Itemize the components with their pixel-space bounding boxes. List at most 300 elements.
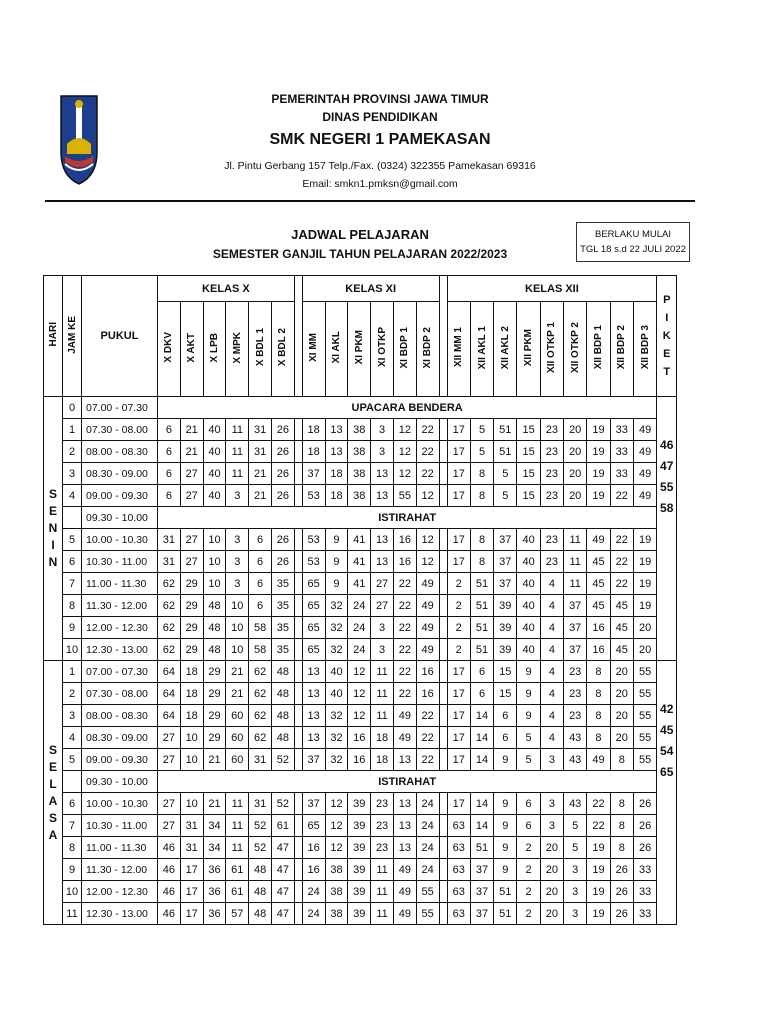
header-email: Email: smkn1.pmksn@gmail.com xyxy=(302,178,458,190)
teacher-code: 19 xyxy=(587,881,610,903)
teacher-code: 10 xyxy=(226,639,249,661)
class-header xyxy=(494,302,517,397)
group-gap xyxy=(439,837,447,859)
teacher-code: 23 xyxy=(540,529,563,551)
teacher-code: 55 xyxy=(633,727,656,749)
teacher-code: 2 xyxy=(447,595,470,617)
teacher-code: 3 xyxy=(226,551,249,573)
teacher-code: 49 xyxy=(633,441,656,463)
teacher-code: 37 xyxy=(564,639,587,661)
pukul: 09.30 - 10.00 xyxy=(82,771,158,793)
selasa-row xyxy=(44,749,677,771)
teacher-code: 39 xyxy=(348,881,371,903)
teacher-code: 4 xyxy=(540,639,563,661)
class-name: X DKV xyxy=(163,332,175,363)
teacher-code: 9 xyxy=(517,683,540,705)
day-letter: I xyxy=(51,538,55,552)
pukul: 09.30 - 10.00 xyxy=(82,507,158,529)
teacher-code: 6 xyxy=(249,551,272,573)
col-header-jamke xyxy=(63,276,82,397)
class-name: XI AKL xyxy=(330,331,342,364)
piket-code: 55 xyxy=(660,480,674,494)
teacher-code: 29 xyxy=(203,661,226,683)
teacher-code: 61 xyxy=(226,859,249,881)
teacher-code: 8 xyxy=(610,815,633,837)
class-name: XII AKL 1 xyxy=(476,325,488,370)
class-name: XII OTKP 2 xyxy=(569,322,581,373)
jam-ke: 10 xyxy=(63,881,82,903)
teacher-code: 43 xyxy=(564,749,587,771)
teacher-code: 26 xyxy=(271,551,294,573)
teacher-code: 51 xyxy=(494,441,517,463)
teacher-code: 46 xyxy=(158,881,181,903)
pukul: 12.30 - 13.00 xyxy=(82,903,158,925)
teacher-code: 18 xyxy=(302,441,325,463)
teacher-code: 21 xyxy=(203,793,226,815)
teacher-code: 49 xyxy=(393,881,416,903)
teacher-code: 63 xyxy=(447,859,470,881)
piket-code: 47 xyxy=(660,459,674,473)
teacher-code: 20 xyxy=(564,463,587,485)
teacher-code: 38 xyxy=(348,441,371,463)
jam-ke: 9 xyxy=(63,617,82,639)
group-header-kelas-xii: KELAS XII xyxy=(447,276,657,302)
teacher-code: 3 xyxy=(540,815,563,837)
teacher-code: 20 xyxy=(610,661,633,683)
teacher-code: 9 xyxy=(494,859,517,881)
upacara-bendera-row: UPACARA BENDERA xyxy=(158,397,657,419)
class-name: XI MM xyxy=(308,333,320,362)
jam-ke: 6 xyxy=(63,551,82,573)
teacher-code: 6 xyxy=(470,661,493,683)
teacher-code: 3 xyxy=(226,485,249,507)
class-header xyxy=(249,302,272,397)
teacher-code: 11 xyxy=(564,573,587,595)
teacher-code: 6 xyxy=(517,815,540,837)
teacher-code: 49 xyxy=(393,705,416,727)
teacher-code: 15 xyxy=(517,463,540,485)
jam-ke: 2 xyxy=(63,683,82,705)
teacher-code: 16 xyxy=(416,683,439,705)
pukul: 07.30 - 08.00 xyxy=(82,683,158,705)
teacher-code: 48 xyxy=(203,639,226,661)
teacher-code: 46 xyxy=(158,859,181,881)
teacher-code: 20 xyxy=(540,903,563,925)
header-school-name: SMK NEGERI 1 PAMEKASAN xyxy=(269,131,491,148)
piket-code: 46 xyxy=(660,438,674,452)
teacher-code: 17 xyxy=(180,859,203,881)
senin-row xyxy=(44,617,677,639)
teacher-code: 12 xyxy=(393,419,416,441)
teacher-code: 31 xyxy=(249,441,272,463)
teacher-code: 64 xyxy=(158,683,181,705)
header-government: PEMERINTAH PROVINSI JAWA TIMUR xyxy=(271,92,489,106)
group-gap xyxy=(294,727,302,749)
class-header xyxy=(226,302,249,397)
teacher-code: 60 xyxy=(226,727,249,749)
teacher-code: 26 xyxy=(271,463,294,485)
teacher-code: 17 xyxy=(447,463,470,485)
teacher-code: 40 xyxy=(203,485,226,507)
teacher-code: 19 xyxy=(633,529,656,551)
senin-row xyxy=(44,529,677,551)
group-gap xyxy=(439,727,447,749)
teacher-code: 33 xyxy=(633,859,656,881)
teacher-code: 10 xyxy=(180,793,203,815)
teacher-code: 27 xyxy=(158,749,181,771)
teacher-code: 52 xyxy=(271,749,294,771)
group-gap xyxy=(439,595,447,617)
teacher-code: 31 xyxy=(158,529,181,551)
teacher-code: 38 xyxy=(325,903,348,925)
teacher-code: 48 xyxy=(203,595,226,617)
teacher-code: 33 xyxy=(610,441,633,463)
senin-row xyxy=(44,463,677,485)
teacher-code: 55 xyxy=(633,661,656,683)
teacher-code: 21 xyxy=(226,661,249,683)
teacher-code: 32 xyxy=(325,617,348,639)
teacher-code: 5 xyxy=(494,463,517,485)
teacher-code: 17 xyxy=(447,529,470,551)
piket-letter: K xyxy=(662,330,671,342)
teacher-code: 27 xyxy=(180,463,203,485)
selasa-row xyxy=(44,903,677,925)
teacher-code: 12 xyxy=(325,837,348,859)
teacher-code: 24 xyxy=(348,617,371,639)
day-letter: S xyxy=(48,742,57,757)
day-letter: A xyxy=(48,793,58,808)
teacher-code: 9 xyxy=(325,573,348,595)
teacher-code: 11 xyxy=(226,463,249,485)
teacher-code: 13 xyxy=(302,661,325,683)
senin-piket xyxy=(657,397,677,661)
teacher-code: 26 xyxy=(633,837,656,859)
teacher-code: 4 xyxy=(540,683,563,705)
group-gap xyxy=(439,276,447,397)
teacher-code: 22 xyxy=(393,683,416,705)
teacher-code: 32 xyxy=(325,727,348,749)
group-gap xyxy=(294,837,302,859)
teacher-code: 19 xyxy=(587,485,610,507)
teacher-code: 13 xyxy=(371,551,394,573)
selasa-row xyxy=(44,705,677,727)
teacher-code: 22 xyxy=(416,441,439,463)
effective-date-label: BERLAKU MULAI xyxy=(594,229,672,240)
teacher-code: 20 xyxy=(564,485,587,507)
teacher-code: 37 xyxy=(470,881,493,903)
piket-code: 54 xyxy=(660,744,674,758)
teacher-code: 37 xyxy=(302,463,325,485)
teacher-code: 52 xyxy=(249,837,272,859)
teacher-code: 45 xyxy=(610,595,633,617)
senin-row xyxy=(44,441,677,463)
teacher-code: 49 xyxy=(587,749,610,771)
class-header xyxy=(587,302,610,397)
teacher-code: 48 xyxy=(271,661,294,683)
teacher-code: 36 xyxy=(203,881,226,903)
class-name: XII MM 1 xyxy=(453,327,465,368)
teacher-code: 17 xyxy=(447,485,470,507)
teacher-code: 2 xyxy=(517,837,540,859)
schedule-table xyxy=(43,275,677,925)
teacher-code: 41 xyxy=(348,573,371,595)
teacher-code: 14 xyxy=(470,705,493,727)
group-header-kelas-x: KELAS X xyxy=(158,276,295,302)
teacher-code: 49 xyxy=(416,573,439,595)
teacher-code: 22 xyxy=(416,727,439,749)
teacher-code: 37 xyxy=(302,793,325,815)
teacher-code: 29 xyxy=(180,595,203,617)
teacher-code: 21 xyxy=(180,441,203,463)
teacher-code: 19 xyxy=(587,859,610,881)
piket-spacer xyxy=(657,661,676,699)
teacher-code: 65 xyxy=(302,639,325,661)
group-gap xyxy=(294,595,302,617)
teacher-code: 40 xyxy=(517,617,540,639)
teacher-code: 52 xyxy=(271,793,294,815)
teacher-code: 4 xyxy=(540,617,563,639)
teacher-code: 4 xyxy=(540,573,563,595)
group-gap xyxy=(439,617,447,639)
teacher-code: 23 xyxy=(564,705,587,727)
class-name: X BDL 1 xyxy=(254,328,266,367)
pukul: 08.00 - 08.30 xyxy=(82,441,158,463)
teacher-code: 17 xyxy=(447,683,470,705)
group-gap xyxy=(439,859,447,881)
teacher-code: 18 xyxy=(371,727,394,749)
teacher-code: 32 xyxy=(325,639,348,661)
teacher-code: 47 xyxy=(271,903,294,925)
teacher-code: 39 xyxy=(348,793,371,815)
teacher-code: 62 xyxy=(249,661,272,683)
teacher-code: 20 xyxy=(633,639,656,661)
teacher-code: 24 xyxy=(416,815,439,837)
teacher-code: 40 xyxy=(517,573,540,595)
class-name: XI BDP 1 xyxy=(399,326,411,369)
class-header xyxy=(416,302,439,397)
header-address: Jl. Pintu Gerbang 157 Telp./Fax. (0324) 322355 Pamekasan 69316 xyxy=(224,160,536,172)
teacher-code: 6 xyxy=(517,793,540,815)
teacher-code: 5 xyxy=(564,815,587,837)
teacher-code: 15 xyxy=(494,683,517,705)
jam-ke: 8 xyxy=(63,595,82,617)
teacher-code: 55 xyxy=(416,881,439,903)
piket-spacer xyxy=(657,397,676,435)
teacher-code: 12 xyxy=(416,551,439,573)
selasa-row xyxy=(44,881,677,903)
teacher-code: 62 xyxy=(249,683,272,705)
class-name: XII OTKP 1 xyxy=(546,322,558,373)
table-header-row xyxy=(44,276,677,302)
teacher-code: 8 xyxy=(587,705,610,727)
teacher-code: 6 xyxy=(158,419,181,441)
teacher-code: 23 xyxy=(540,463,563,485)
group-gap xyxy=(439,683,447,705)
day-letter: E xyxy=(48,504,57,518)
selasa-row xyxy=(44,661,677,683)
teacher-code: 32 xyxy=(325,749,348,771)
day-letter: N xyxy=(48,521,58,535)
teacher-code: 16 xyxy=(393,551,416,573)
teacher-code: 61 xyxy=(271,815,294,837)
senin-row xyxy=(44,485,677,507)
teacher-code: 60 xyxy=(226,705,249,727)
teacher-code: 20 xyxy=(633,617,656,639)
senin-row xyxy=(44,573,677,595)
col-header-hari-label: HARI xyxy=(47,322,59,347)
jam-ke: 4 xyxy=(63,485,82,507)
selasa-row xyxy=(44,771,677,793)
pukul: 11.00 - 11.30 xyxy=(82,573,158,595)
teacher-code: 16 xyxy=(587,639,610,661)
teacher-code: 13 xyxy=(325,441,348,463)
teacher-code: 11 xyxy=(226,815,249,837)
teacher-code: 3 xyxy=(564,881,587,903)
teacher-code: 19 xyxy=(587,463,610,485)
teacher-code: 19 xyxy=(633,573,656,595)
teacher-code: 37 xyxy=(302,749,325,771)
teacher-code: 35 xyxy=(271,639,294,661)
teacher-code: 55 xyxy=(393,485,416,507)
teacher-code: 35 xyxy=(271,595,294,617)
pukul: 07.30 - 08.00 xyxy=(82,419,158,441)
teacher-code: 20 xyxy=(564,419,587,441)
teacher-code: 23 xyxy=(540,551,563,573)
teacher-code: 65 xyxy=(302,595,325,617)
teacher-code: 39 xyxy=(348,837,371,859)
teacher-code: 40 xyxy=(517,595,540,617)
selasa-row xyxy=(44,837,677,859)
teacher-code: 19 xyxy=(633,551,656,573)
teacher-code: 26 xyxy=(610,859,633,881)
teacher-code: 40 xyxy=(203,441,226,463)
pukul: 07.00 - 07.30 xyxy=(82,661,158,683)
teacher-code: 64 xyxy=(158,705,181,727)
teacher-code: 33 xyxy=(610,419,633,441)
class-name: X MPK xyxy=(231,331,243,364)
teacher-code: 16 xyxy=(348,727,371,749)
piket-letter: I xyxy=(665,312,669,324)
selasa-day-label xyxy=(44,661,63,925)
piket-code: 58 xyxy=(660,501,674,515)
teacher-code: 6 xyxy=(158,463,181,485)
effective-date-box xyxy=(576,222,690,262)
pukul: 11.30 - 12.00 xyxy=(82,859,158,881)
class-header xyxy=(371,302,394,397)
teacher-code: 24 xyxy=(302,881,325,903)
senin-row xyxy=(44,397,677,419)
teacher-code: 4 xyxy=(540,661,563,683)
teacher-code: 65 xyxy=(302,815,325,837)
teacher-code: 3 xyxy=(540,749,563,771)
teacher-code: 11 xyxy=(226,419,249,441)
group-gap xyxy=(294,419,302,441)
class-name: XII BDP 3 xyxy=(639,325,651,370)
teacher-code: 2 xyxy=(517,903,540,925)
teacher-code: 2 xyxy=(447,573,470,595)
teacher-code: 58 xyxy=(249,639,272,661)
teacher-code: 39 xyxy=(494,595,517,617)
jam-ke: 2 xyxy=(63,441,82,463)
jam-ke: 8 xyxy=(63,837,82,859)
teacher-code: 19 xyxy=(633,595,656,617)
class-header xyxy=(180,302,203,397)
teacher-code: 38 xyxy=(325,859,348,881)
teacher-code: 12 xyxy=(348,683,371,705)
header-agency: DINAS PENDIDIKAN xyxy=(322,110,438,124)
jam-ke: 4 xyxy=(63,727,82,749)
teacher-code: 46 xyxy=(158,837,181,859)
teacher-code: 14 xyxy=(470,727,493,749)
teacher-code: 10 xyxy=(203,573,226,595)
class-header xyxy=(158,302,181,397)
teacher-code: 37 xyxy=(564,617,587,639)
pukul: 07.00 - 07.30 xyxy=(82,397,158,419)
teacher-code: 41 xyxy=(348,529,371,551)
senin-row xyxy=(44,595,677,617)
teacher-code: 29 xyxy=(203,727,226,749)
teacher-code: 22 xyxy=(393,595,416,617)
group-gap xyxy=(294,661,302,683)
teacher-code: 12 xyxy=(416,529,439,551)
class-header xyxy=(564,302,587,397)
teacher-code: 33 xyxy=(610,463,633,485)
group-gap xyxy=(439,419,447,441)
class-header xyxy=(393,302,416,397)
teacher-code: 22 xyxy=(587,793,610,815)
teacher-code: 64 xyxy=(158,661,181,683)
teacher-code: 22 xyxy=(393,639,416,661)
teacher-code: 34 xyxy=(203,837,226,859)
senin-day-label xyxy=(44,397,63,661)
teacher-code: 12 xyxy=(348,661,371,683)
effective-date-value: TGL 18 s.d 22 JULI 2022 xyxy=(580,244,686,255)
teacher-code: 11 xyxy=(371,705,394,727)
teacher-code: 13 xyxy=(393,793,416,815)
group-gap xyxy=(439,793,447,815)
teacher-code: 49 xyxy=(393,903,416,925)
teacher-code: 23 xyxy=(564,661,587,683)
teacher-code: 3 xyxy=(540,793,563,815)
teacher-code: 51 xyxy=(470,595,493,617)
teacher-code: 8 xyxy=(587,661,610,683)
teacher-code: 16 xyxy=(416,661,439,683)
document-title: JADWAL PELAJARAN xyxy=(291,227,429,242)
day-letter: S xyxy=(48,810,57,825)
teacher-code: 9 xyxy=(325,529,348,551)
teacher-code: 26 xyxy=(633,815,656,837)
teacher-code: 47 xyxy=(271,859,294,881)
teacher-code: 9 xyxy=(494,815,517,837)
class-header xyxy=(325,302,348,397)
teacher-code: 51 xyxy=(494,419,517,441)
jam-ke: 3 xyxy=(63,705,82,727)
teacher-code: 9 xyxy=(517,661,540,683)
teacher-code: 17 xyxy=(180,903,203,925)
teacher-code: 37 xyxy=(494,573,517,595)
teacher-code: 8 xyxy=(470,463,493,485)
teacher-code: 12 xyxy=(393,441,416,463)
teacher-code: 3 xyxy=(371,419,394,441)
group-gap xyxy=(294,749,302,771)
teacher-code: 26 xyxy=(610,881,633,903)
class-header xyxy=(633,302,656,397)
teacher-code: 22 xyxy=(610,485,633,507)
teacher-code: 11 xyxy=(371,661,394,683)
class-header xyxy=(271,302,294,397)
teacher-code: 40 xyxy=(517,639,540,661)
teacher-code: 11 xyxy=(371,881,394,903)
